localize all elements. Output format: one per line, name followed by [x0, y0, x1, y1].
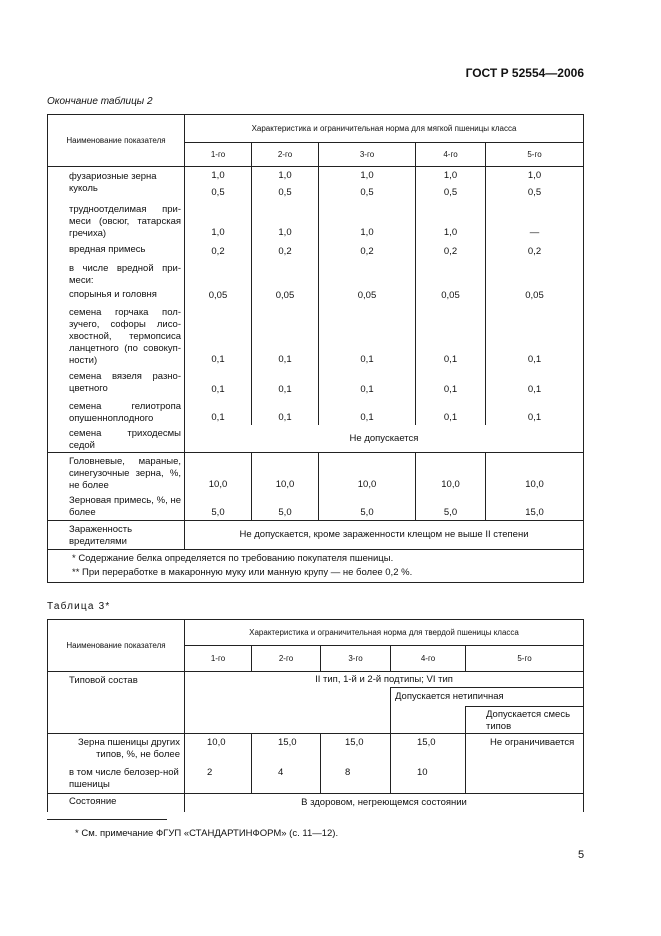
- row-label: в том числе белозер-ной пшеницы: [48, 765, 185, 794]
- cell: 0,5: [185, 183, 252, 200]
- table-row: [48, 734, 584, 765]
- empty-cell: [391, 707, 466, 734]
- row-label: семена гелиотропа опушенноплодного: [48, 397, 185, 425]
- cell: [466, 765, 584, 794]
- table-caption: Таблица 3*: [47, 601, 111, 612]
- cell: [252, 259, 319, 287]
- cell: 10: [391, 765, 466, 794]
- cell: 0,1: [416, 367, 486, 397]
- cell: 0,05: [486, 287, 584, 303]
- cell: 0,5: [252, 183, 319, 200]
- row-label: вредная примесь: [48, 240, 185, 259]
- class-header: 5-го: [466, 646, 584, 672]
- cell: 0,5: [416, 183, 486, 200]
- row-label: Типовой состав: [48, 672, 185, 734]
- cell: [185, 259, 252, 287]
- cell: 0,1: [416, 303, 486, 367]
- merged-cell: Допускается нетипичная: [391, 688, 584, 707]
- page-number: 5: [578, 849, 585, 861]
- class-header: 2-го: [252, 646, 321, 672]
- row-label: куколь: [48, 183, 185, 200]
- group-header: Характеристика и ограничительная норма для мягкой пшеницы класса: [185, 115, 584, 143]
- cell: 0,1: [486, 397, 584, 425]
- cell: 1,0: [185, 200, 252, 240]
- table-row: [48, 425, 584, 453]
- cell: 0,2: [486, 240, 584, 259]
- cell: 0,05: [252, 287, 319, 303]
- cell: [416, 259, 486, 287]
- table-row: [48, 765, 584, 794]
- cell: [319, 259, 416, 287]
- col-name-header: Наименование показателя: [48, 115, 185, 167]
- cell: 5,0: [416, 492, 486, 520]
- row-label: Головневые, мараные, синегузочные зерна, %, не более: [48, 453, 185, 493]
- table-row: [48, 492, 584, 520]
- empty-cell: [185, 688, 391, 734]
- cell: 0,1: [319, 367, 416, 397]
- table-notes: [48, 549, 584, 582]
- table-2-end: [47, 114, 584, 583]
- cell: 0,1: [486, 303, 584, 367]
- cell: 0,1: [319, 303, 416, 367]
- cell: 1,0: [416, 167, 486, 184]
- cell: 1,0: [252, 200, 319, 240]
- cell: 0,1: [252, 303, 319, 367]
- class-header: 4-го: [391, 646, 466, 672]
- class-header: 1-го: [185, 646, 252, 672]
- cell: 15,0: [486, 492, 584, 520]
- cell: Не ограничивается: [466, 734, 584, 765]
- merged-cell: Не допускается: [185, 425, 584, 453]
- row-label: Зерна пшеницы других типов, %, не более: [48, 734, 185, 765]
- cell: 2: [185, 765, 252, 794]
- cell: Допускается смесь типов: [466, 707, 584, 734]
- cell: 1,0: [185, 167, 252, 184]
- note: * Содержание белка определяется по требованию покупателя пшеницы.: [72, 552, 394, 564]
- cell: 5,0: [319, 492, 416, 520]
- cell: 0,2: [252, 240, 319, 259]
- table-row: [48, 183, 584, 200]
- row-label: семена вязеля разно-цветного: [48, 367, 185, 397]
- col-name-header: Наименование показателя: [48, 620, 185, 672]
- class-header: 2-го: [252, 143, 319, 167]
- cell: 4: [252, 765, 321, 794]
- cell: 10,0: [252, 453, 319, 493]
- table-row: [48, 397, 584, 425]
- class-header: 3-го: [321, 646, 391, 672]
- cell: 0,1: [185, 303, 252, 367]
- cell: 0,05: [319, 287, 416, 303]
- cell: 0,05: [416, 287, 486, 303]
- cell: 0,05: [185, 287, 252, 303]
- cell: 10,0: [185, 453, 252, 493]
- cell: 0,1: [252, 397, 319, 425]
- cell: 15,0: [252, 734, 321, 765]
- cell: 0,1: [319, 397, 416, 425]
- class-header: 3-го: [319, 143, 416, 167]
- footnote: * См. примечание ФГУП «СТАНДАРТИНФОРМ» (с. 11—12).: [75, 828, 339, 839]
- table-row: [48, 200, 584, 240]
- cell: 1,0: [319, 200, 416, 240]
- row-label: трудноотделимая при-меси (овсюг, татарская гречиха): [48, 200, 185, 240]
- document-header: ГОСТ Р 52554—2006: [465, 66, 584, 80]
- row-label: Зерновая примесь, %, не более: [48, 492, 185, 520]
- table-row: [48, 794, 584, 812]
- table-row: [48, 167, 584, 184]
- row-label: Зараженность вредителями: [48, 520, 185, 549]
- table-row: [48, 259, 584, 287]
- cell: —: [486, 200, 584, 240]
- cell: 0,1: [416, 397, 486, 425]
- row-label: семена триходесмы седой: [48, 425, 185, 453]
- merged-cell: Не допускается, кроме зараженности клещом не выше II степени: [185, 520, 584, 549]
- cell: 15,0: [321, 734, 391, 765]
- cell: 1,0: [416, 200, 486, 240]
- footnote-separator: [47, 819, 167, 820]
- class-header: 5-го: [486, 143, 584, 167]
- table-3: [47, 619, 584, 812]
- cell: 10,0: [185, 734, 252, 765]
- cell: 1,0: [252, 167, 319, 184]
- cell: 5,0: [252, 492, 319, 520]
- cell: 0,1: [185, 367, 252, 397]
- cell: 0,2: [185, 240, 252, 259]
- cell: 0,1: [486, 367, 584, 397]
- cell: 1,0: [319, 167, 416, 184]
- cell: 10,0: [416, 453, 486, 493]
- group-header: Характеристика и ограничительная норма для твердой пшеницы класса: [185, 620, 584, 646]
- cell: 0,1: [185, 397, 252, 425]
- row-label: семена горчака пол-зучего, софоры лисо-хвостной, термопсиса ланцетного (по совокуп-ности): [48, 303, 185, 367]
- table-row: [48, 672, 584, 688]
- cell: 5,0: [185, 492, 252, 520]
- table-row: [48, 303, 584, 367]
- cell: 8: [321, 765, 391, 794]
- row-label: Состояние: [48, 794, 185, 812]
- cell: 0,5: [319, 183, 416, 200]
- cell: 15,0: [391, 734, 466, 765]
- cell: 0,2: [416, 240, 486, 259]
- merged-cell: В здоровом, негреющемся состоянии: [185, 794, 584, 812]
- class-header: 4-го: [416, 143, 486, 167]
- table-row: [48, 287, 584, 303]
- class-header: 1-го: [185, 143, 252, 167]
- table-row: [48, 453, 584, 493]
- table-row: [48, 240, 584, 259]
- table-caption: Окончание таблицы 2: [47, 96, 153, 107]
- cell: [486, 259, 584, 287]
- table-row: [48, 367, 584, 397]
- cell: 0,2: [319, 240, 416, 259]
- cell: 1,0: [486, 167, 584, 184]
- note: ** При переработке в макаронную муку или манную крупу — не более 0,2 %.: [72, 566, 413, 578]
- row-label: фузариозные зерна: [48, 167, 185, 184]
- merged-cell: II тип, 1-й и 2-й подтипы; VI тип: [185, 672, 584, 688]
- cell: 10,0: [486, 453, 584, 493]
- table-row: [48, 520, 584, 549]
- row-label: спорынья и головня: [48, 287, 185, 303]
- cell: 0,1: [252, 367, 319, 397]
- cell: 0,5: [486, 183, 584, 200]
- cell: 10,0: [319, 453, 416, 493]
- row-label: в числе вредной при-меси:: [48, 259, 185, 287]
